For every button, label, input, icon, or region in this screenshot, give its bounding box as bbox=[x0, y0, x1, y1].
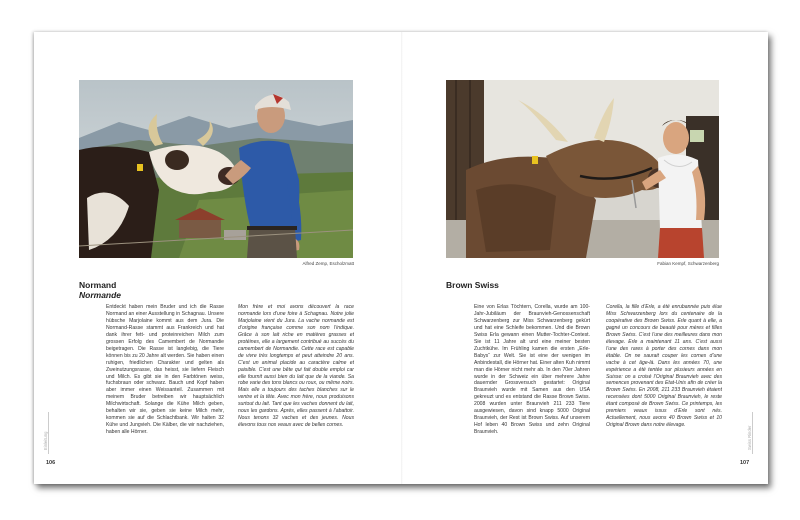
section-heading bbox=[79, 280, 199, 300]
page-number: 106 bbox=[46, 460, 56, 466]
heading-german: Normand bbox=[79, 280, 117, 290]
running-title: Einleitung bbox=[43, 431, 48, 450]
body-text-french: Mon frère et moi avons découvert la race normande lors d’une foire à Schagnau. Notre jolie Marjolaine vient du Jura. La vache normande est d’origine française comme son nom l’indique. Grâce à son lait riche en matières grasses et protéines, elle a largement contribué au succès du camembert de Normandie. Cette race est capable de vivre très longtemps et peut atteindre 20 ans. C’est un animal placide au caractère calme et paisible. C’est une bête qui fait double emploi car elle fournit aussi bien du lait que de la viande. Sa robe varie des tons blancs ou roux, ou même noirs. Mais elle a toujours des taches blanches sur le ventre et la tête. Avec mon frère, nous produisons surtout du lait. Tant que les vaches donnent du lait, nous les gardons. Après, elles passent à l’abattoir. Nous tenons 32 vaches et des jeunes. Nous élevons tous nos veaux avec de belles cornes. bbox=[238, 304, 354, 429]
normande-cow-photo bbox=[79, 80, 353, 258]
body-text-german: Entdeckt haben mein Bruder und ich die Rasse Normand an einer Ausstellung in Schagnau. Unsere hübsche Marjolaine kommt aus dem Jura. Die Normand-Rasse stammt aus Frankreich und hat dank ihrer fett- und proteinreichen Milch zum grossen Erfolg des Camembert de Normandie beigetragen. Die Rasse ist langlebig, die Tiere können bis zu 20 Jahre alt werden. Sie haben einen ruhigen, friedlichen Charakter und gelten als Zweinutzungsrasse, das heisst, sie liefern Fleisch und Milch. Es gibt sie in den Farbtönen weiss, fuchsbraun oder schwarz. Bauch und Kopf haben aber immer einen Weissanteil. Zusammen mit meinem Bruder betreiben wir hauptsächlich Milchwirtschaft. Solange die Kühe Milch geben, behalten wir sie, geben sie keine Milch mehr, kommen sie auf die Schlachtbank. Wir halten 32 Kühe und Jungvieh. Die Kälber, die wir nachziehen, haben alle Hörner. bbox=[106, 304, 224, 436]
margin-rule bbox=[48, 412, 49, 454]
book-gutter bbox=[401, 32, 403, 484]
body-text-french: Corella, la fille d’Erle, a été enrubannée puis élue Miss Schwarzenberg lors du centenaire de la coopérative des Brown Swiss. Erle quant à elle, a gagné un concours de beauté pour mères et filles Brown Swiss. C’est l’une des meilleures dans mon élevage. Erle a maintenant 11 ans. C’est aussi l’une des rares à porter des cornes dans mon étable. On ne saurait couper les cornes d’une vache à cet âge-là. Dans les années 70, une expérience a été tentée sur plusieurs années en Suisse: on a croisé l’Original Braunvieh avec des semences provenant des Etat-Unis afin de créer la Brown Swiss. En 2008, 211 233 Braunvieh étaient recensées dont 5000 Original Braunvieh, le reste étant composé de Brown Swiss. Ce printemps, les premiers veaux issus d’Erle sont nés. Actuellement, nous avons 40 Brown Swiss et 10 Original Brown dans notre élevage. bbox=[606, 304, 722, 429]
book-spread bbox=[34, 32, 768, 484]
photo-credit: Alfred Zemp, Escholzmatt bbox=[302, 261, 354, 266]
running-title: Swiss Rinder bbox=[747, 425, 752, 450]
photo-credit: Fabian Kempf, Schwarzenberg bbox=[657, 261, 719, 266]
heading-french: Normande bbox=[79, 290, 122, 300]
body-text-german: Eine von Erlas Töchtern, Corella, wurde am 100-Jahr-Jubiläum der Braunvieh-Genossenschaft Schwarzenberg zur Miss Schwarzenberg gekürt und hat eine Schleife bekommen. Und die Brown Swiss Erla gewann einen Mutter-Tochter-Contest. Sie ist 11 Jahre alt und eine meiner besten Zuchtkühe. Im Frühling kamen die ersten „Erle-Babys“ zur Welt. Sie ist eine der wenigen im Anbindestall, die Hörner hat. Einer alten Kuh nimmt man die Hörner nicht mehr ab. In den 70er Jahren wurde in der Schweiz ein über mehrere Jahre dauernder Grossversuch gestartet: Original Braunvieh wurde mit Samen aus den USA gekreuzt und es entstand die Rasse Brown Swiss. 2008 wurden unter Braunvieh 211 233 Tiere ausgewiesen, davon sind knapp 5000 Original Braunvieh, der Rest ist Brown Swiss. Auf unserem Hof leben 40 Brown Swiss und zehn Original Braunvieh. bbox=[474, 304, 590, 436]
margin-rule bbox=[752, 412, 753, 454]
heading-german: Brown Swiss bbox=[446, 280, 499, 290]
brown-swiss-cow-photo bbox=[446, 80, 719, 258]
section-heading bbox=[446, 280, 566, 290]
page-number: 107 bbox=[740, 460, 750, 466]
